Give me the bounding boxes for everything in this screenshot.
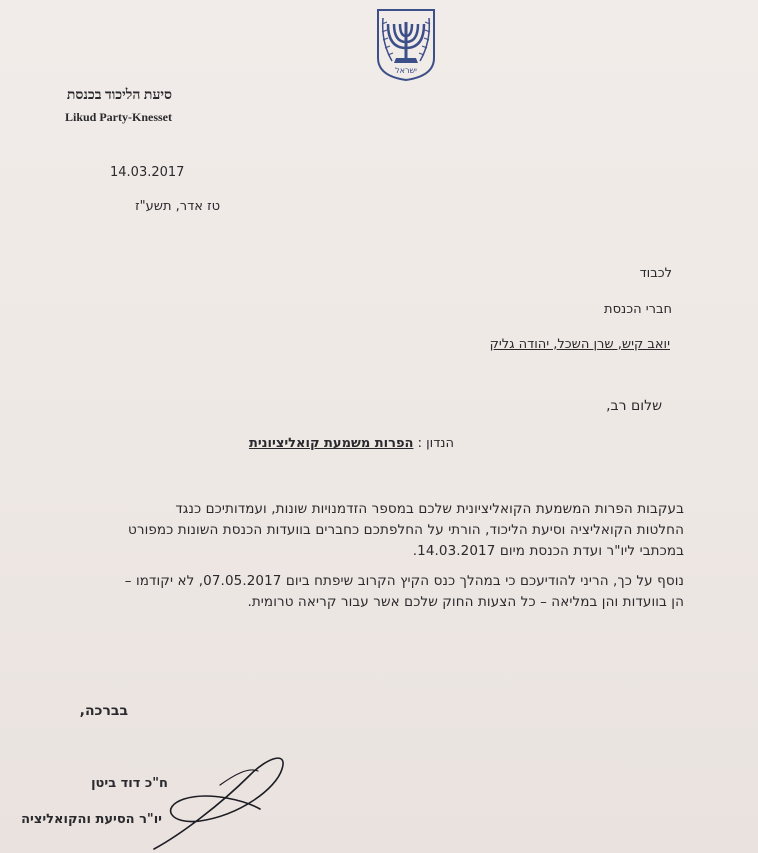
- paragraph-line: במכתבי ליו"ר ועדת הכנסת מיום 14.03.2017.: [412, 543, 684, 559]
- signatory-name: ח"כ דוד ביטן: [91, 776, 168, 791]
- subject-value: הפרות משמעת קואליציונית: [248, 436, 414, 451]
- date-gregorian: 14.03.2017: [110, 165, 185, 180]
- body-paragraph-1: [128, 499, 684, 562]
- handwritten-signature: [150, 745, 290, 853]
- party-name-english: Likud Party-Knesset: [64, 110, 172, 124]
- paragraph-line: בעקבות הפרות המשמעת הקואליציונית שלכם במספר הזדמנויות שונות, ועמדותיכם כנגד: [175, 501, 684, 517]
- recipient-names: יואב קיש, שרן השכל, יהודה גליק: [489, 337, 670, 352]
- paragraph-line: הן בוועדות והן במליאה – כל הצעות החוק שלכם אשר עבור קריאה טרומית.: [247, 594, 684, 610]
- signatory-title: יו"ר הסיעת והקואליציה: [21, 812, 162, 827]
- state-emblem: [374, 6, 438, 82]
- paragraph-line: החלטות הקואליציה וסיעת הליכוד, הורתי על החלפתכם כחברים בוועדות הכנסת השונות כמפורט: [128, 522, 684, 538]
- recipient-group: חברי הכנסת: [604, 302, 672, 317]
- date-hebrew: טז אדר, תשע"ז: [135, 199, 220, 214]
- body-paragraph-2: [125, 571, 684, 613]
- subject-line: [249, 436, 454, 451]
- greeting: שלום רב,: [606, 398, 662, 414]
- subject-label: הנדון: [426, 436, 454, 451]
- party-name-hebrew: סיעת הליכוד בכנסת: [66, 88, 172, 103]
- recipient-salutation: לכבוד: [639, 266, 672, 281]
- closing: בברכה,: [79, 703, 128, 719]
- paragraph-line: נוסף על כך, הריני להודיעכם כי במהלך כנס הקיץ הקרוב שיפתח ביום 07.05.2017, לא יקודמו –: [124, 573, 684, 589]
- emblem-inscription: ישראל: [395, 66, 417, 75]
- subject-separator: :: [417, 436, 422, 451]
